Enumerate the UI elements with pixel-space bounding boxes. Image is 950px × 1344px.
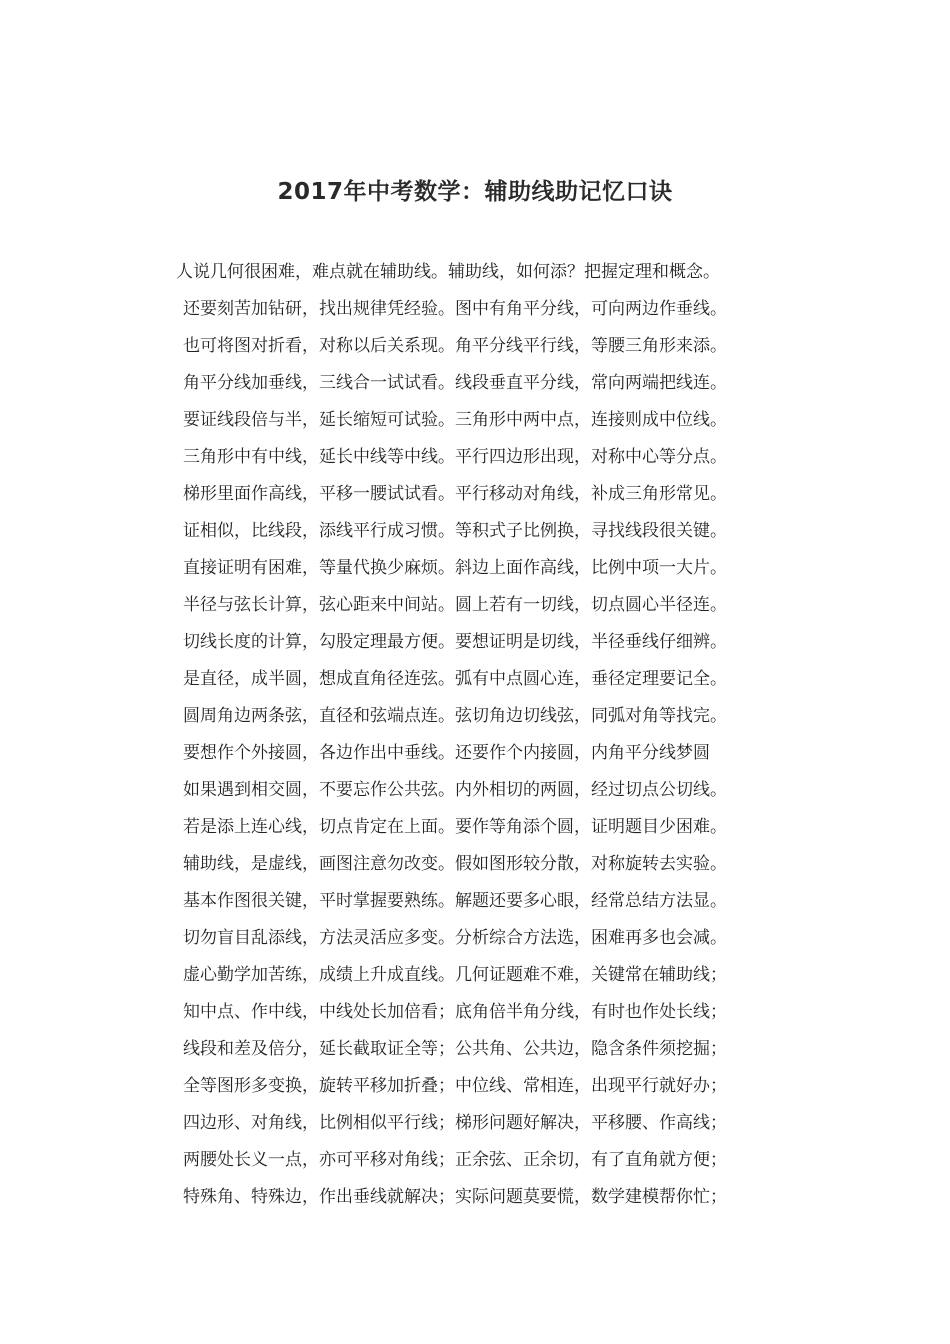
verse-line: 两腰处长义一点，亦可平移对角线；正余弦、正余切，有了直角就方便； [183,1150,727,1170]
verse-line: 还要刻苦加钻研，找出规律凭经验。图中有角平分线，可向两边作垂线。 [183,299,727,319]
verse-line: 特殊角、特殊边，作出垂线就解决；实际问题莫要慌，数学建模帮你忙； [183,1187,727,1207]
verse-line: 切勿盲目乱添线，方法灵活应多变。分析综合方法选，困难再多也会减。 [183,928,727,948]
verse-line: 圆周角边两条弦，直径和弦端点连。弦切角边切线弦，同弧对角等找完。 [183,706,727,726]
verse-line: 若是添上连心线，切点肯定在上面。要作等角添个圆，证明题目少困难。 [183,817,727,837]
verse-line: 证相似，比线段，添线平行成习惯。等积式子比例换，寻找线段很关键。 [183,521,727,541]
verse-line: 梯形里面作高线，平移一腰试试看。平行移动对角线，补成三角形常见。 [183,484,727,504]
verse-line: 如果遇到相交圆，不要忘作公共弦。内外相切的两圆，经过切点公切线。 [183,780,727,800]
verse-line: 要证线段倍与半，延长缩短可试验。三角形中两中点，连接则成中位线。 [183,410,727,430]
verse-line: 知中点、作中线，中线处长加倍看；底角倍半角分线，有时也作处长线； [183,1002,727,1022]
verse-line: 半径与弦长计算，弦心距来中间站。圆上若有一切线，切点圆心半径连。 [183,595,727,615]
verse-line: 四边形、对角线，比例相似平行线；梯形问题好解决，平移腰、作高线； [183,1113,727,1133]
verse-line: 角平分线加垂线，三线合一试试看。线段垂直平分线，常向两端把线连。 [183,373,727,393]
verse-line: 也可将图对折看，对称以后关系现。角平分线平行线，等腰三角形来添。 [183,336,727,356]
verse-line: 是直径，成半圆，想成直角径连弦。弧有中点圆心连，垂径定理要记全。 [183,669,727,689]
verse-line: 直接证明有困难，等量代换少麻烦。斜边上面作高线，比例中项一大片。 [183,558,727,578]
verse-line: 虚心勤学加苦练，成绩上升成直线。几何证题难不难，关键常在辅助线； [183,965,727,985]
verse-line: 辅助线，是虚线，画图注意勿改变。假如图形较分散，对称旋转去实验。 [183,854,727,874]
verse-line: 基本作图很关键，平时掌握要熟练。解题还要多心眼，经常总结方法显。 [183,891,727,911]
verse-line: 人说几何很困难，难点就在辅助线。辅助线，如何添？把握定理和概念。 [176,262,720,282]
verse-line: 线段和差及倍分，延长截取证全等；公共角、公共边，隐含条件须挖掘； [183,1039,727,1059]
verse-line: 三角形中有中线，延长中线等中线。平行四边形出现，对称中心等分点。 [183,447,727,467]
mnemonic-verse [176,254,816,1216]
verse-line: 全等图形多变换，旋转平移加折叠；中位线、常相连，出现平行就好办； [183,1076,727,1096]
verse-line: 切线长度的计算，勾股定理最方便。要想证明是切线，半径垂线仔细辨。 [183,632,727,652]
verse-line: 要想作个外接圆，各边作出中垂线。还要作个内接圆，内角平分线梦圆 [183,743,710,763]
document-title: 2017年中考数学：辅助线助记忆口诀 [277,179,673,205]
